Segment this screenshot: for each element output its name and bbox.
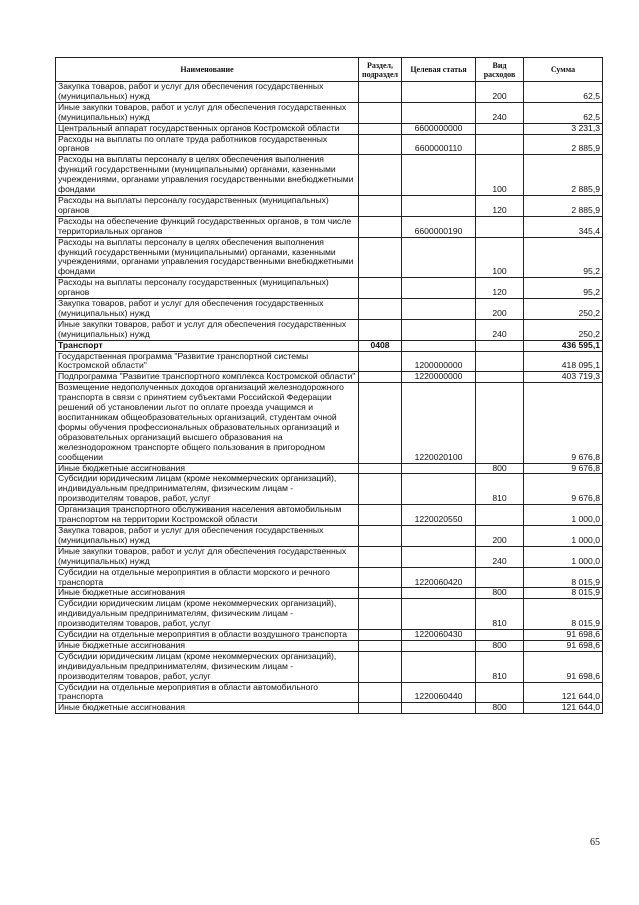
cell-kind: 800 — [476, 588, 524, 599]
cell-section — [359, 383, 402, 463]
cell-section — [359, 134, 402, 155]
table-row — [56, 630, 603, 641]
cell-name: Расходы на выплаты персоналу государственных (муниципальных) органов — [56, 195, 359, 216]
cell-target — [402, 599, 476, 630]
cell-name: Субсидии юридическим лицам (кроме некоммерческих организаций), индивидуальным предпринимателям, физическим лицам - производителям товаров, работ, услуг — [56, 474, 359, 505]
table-row — [56, 237, 603, 278]
cell-name: Расходы на выплаты по оплате труда работников государственных органов — [56, 134, 359, 155]
cell-kind: 100 — [476, 237, 524, 278]
cell-name: Закупка товаров, работ и услуг для обеспечения государственных (муниципальных) нужд — [56, 299, 359, 320]
table-row — [56, 278, 603, 299]
cell-target — [402, 640, 476, 651]
cell-kind: 810 — [476, 599, 524, 630]
cell-kind: 810 — [476, 651, 524, 682]
cell-sum: 2 885,9 — [524, 195, 603, 216]
cell-kind: 200 — [476, 82, 524, 103]
cell-section — [359, 682, 402, 703]
cell-kind — [476, 123, 524, 134]
table-row — [56, 546, 603, 567]
table-row — [56, 463, 603, 474]
table-row — [56, 383, 603, 463]
cell-target — [402, 703, 476, 714]
cell-section — [359, 505, 402, 526]
cell-kind — [476, 340, 524, 351]
cell-section — [359, 299, 402, 320]
cell-section — [359, 372, 402, 383]
cell-target: 1220060440 — [402, 682, 476, 703]
cell-section — [359, 525, 402, 546]
cell-target — [402, 651, 476, 682]
header-kind: Вид расходов — [476, 58, 524, 82]
cell-name: Расходы на выплаты персоналу в целях обеспечения выполнения функций государственными (муниципальными) органами, казенными учреждениями, органами управления государственными внебюджетными фондами — [56, 155, 359, 196]
cell-target — [402, 340, 476, 351]
cell-sum: 8 015,9 — [524, 599, 603, 630]
cell-sum: 345,4 — [524, 216, 603, 237]
cell-section — [359, 546, 402, 567]
cell-target — [402, 82, 476, 103]
cell-section — [359, 195, 402, 216]
cell-target: 6600000190 — [402, 216, 476, 237]
cell-target: 1220060420 — [402, 567, 476, 588]
cell-kind — [476, 682, 524, 703]
cell-name: Субсидии на отдельные мероприятия в области автомобильного транспорта — [56, 682, 359, 703]
cell-section — [359, 351, 402, 372]
table-row — [56, 372, 603, 383]
cell-target — [402, 237, 476, 278]
header-section: Раздел, подраздел — [359, 58, 402, 82]
cell-name: Субсидии на отдельные мероприятия в области воздушного транспорта — [56, 630, 359, 641]
cell-name: Иные закупки товаров, работ и услуг для обеспечения государственных (муниципальных) нужд — [56, 319, 359, 340]
cell-target — [402, 463, 476, 474]
cell-section — [359, 567, 402, 588]
cell-name: Субсидии на отдельные мероприятия в области морского и речного транспорта — [56, 567, 359, 588]
cell-kind — [476, 351, 524, 372]
header-target: Целевая статья — [402, 58, 476, 82]
cell-name: Расходы на обеспечение функций государственных органов, в том числе территориальных органов — [56, 216, 359, 237]
cell-kind — [476, 567, 524, 588]
cell-sum: 9 676,8 — [524, 474, 603, 505]
cell-section — [359, 599, 402, 630]
table-row — [56, 340, 603, 351]
cell-kind: 120 — [476, 195, 524, 216]
table-row — [56, 319, 603, 340]
cell-target: 6600000110 — [402, 134, 476, 155]
cell-target — [402, 195, 476, 216]
header-sum: Сумма — [524, 58, 603, 82]
cell-sum: 1 000,0 — [524, 525, 603, 546]
cell-section — [359, 703, 402, 714]
table-row — [56, 567, 603, 588]
cell-target — [402, 299, 476, 320]
cell-name: Иные закупки товаров, работ и услуг для обеспечения государственных (муниципальных) нужд — [56, 546, 359, 567]
cell-name: Центральный аппарат государственных органов Костромской области — [56, 123, 359, 134]
table-row — [56, 123, 603, 134]
table-row — [56, 525, 603, 546]
cell-name: Субсидии юридическим лицам (кроме некоммерческих организаций), индивидуальным предпринимателям, физическим лицам - производителям товаров, работ, услуг — [56, 599, 359, 630]
cell-section — [359, 216, 402, 237]
cell-kind — [476, 383, 524, 463]
table-row — [56, 155, 603, 196]
cell-sum: 436 595,1 — [524, 340, 603, 351]
cell-section — [359, 278, 402, 299]
cell-section — [359, 237, 402, 278]
table-row — [56, 351, 603, 372]
cell-sum: 91 698,6 — [524, 630, 603, 641]
cell-kind: 120 — [476, 278, 524, 299]
cell-kind: 100 — [476, 155, 524, 196]
cell-name: Иные бюджетные ассигнования — [56, 640, 359, 651]
cell-sum: 62,5 — [524, 82, 603, 103]
cell-kind: 800 — [476, 463, 524, 474]
cell-sum: 121 644,0 — [524, 703, 603, 714]
cell-sum: 250,2 — [524, 319, 603, 340]
cell-sum: 1 000,0 — [524, 546, 603, 567]
cell-section — [359, 474, 402, 505]
cell-sum: 9 676,8 — [524, 463, 603, 474]
cell-sum: 3 231,3 — [524, 123, 603, 134]
cell-section — [359, 155, 402, 196]
cell-kind: 200 — [476, 299, 524, 320]
cell-sum: 91 698,6 — [524, 640, 603, 651]
cell-sum: 418 095,1 — [524, 351, 603, 372]
table-row — [56, 599, 603, 630]
cell-kind — [476, 134, 524, 155]
table-row — [56, 703, 603, 714]
cell-kind — [476, 216, 524, 237]
cell-name: Возмещение недополученных доходов организаций железнодорожного транспорта в связи с принятием субъектами Российской Федерации решений об установлении льгот по оплате проезда учащимся и воспитанникам общеобразовательных организаций, студентам очной формы обучения профессиональных образовательных организаций и образовательных организаций высшего образования на железнодорожном транспорте общего пользования в пригородном сообщении — [56, 383, 359, 463]
cell-name: Иные бюджетные ассигнования — [56, 463, 359, 474]
table-row — [56, 682, 603, 703]
cell-name: Расходы на выплаты персоналу государственных (муниципальных) органов — [56, 278, 359, 299]
table-row — [56, 474, 603, 505]
cell-kind: 240 — [476, 319, 524, 340]
cell-target — [402, 525, 476, 546]
cell-sum: 403 719,3 — [524, 372, 603, 383]
cell-section — [359, 630, 402, 641]
table-row — [56, 82, 603, 103]
cell-target: 1220020550 — [402, 505, 476, 526]
cell-section — [359, 82, 402, 103]
cell-kind — [476, 630, 524, 641]
cell-name: Иные бюджетные ассигнования — [56, 703, 359, 714]
table-row — [56, 216, 603, 237]
header-name: Наименование — [56, 58, 359, 82]
cell-section — [359, 319, 402, 340]
table-body — [56, 82, 603, 714]
table-header-row — [56, 58, 603, 82]
cell-target — [402, 319, 476, 340]
cell-sum: 95,2 — [524, 278, 603, 299]
cell-name: Иные закупки товаров, работ и услуг для обеспечения государственных (муниципальных) нужд — [56, 102, 359, 123]
cell-sum: 2 885,9 — [524, 134, 603, 155]
cell-name: Закупка товаров, работ и услуг для обеспечения государственных (муниципальных) нужд — [56, 82, 359, 103]
cell-name: Организация транспортного обслуживания населения автомобильным транспортом на территории Костромской области — [56, 505, 359, 526]
cell-name: Расходы на выплаты персоналу в целях обеспечения выполнения функций государственными (муниципальными) органами, казенными учреждениями, органами управления государственными внебюджетными фондами — [56, 237, 359, 278]
cell-sum: 9 676,8 — [524, 383, 603, 463]
cell-name: Транспорт — [56, 340, 359, 351]
cell-section — [359, 588, 402, 599]
cell-name: Подпрограмма "Развитие транспортного комплекса Костромской области" — [56, 372, 359, 383]
cell-kind — [476, 505, 524, 526]
table-row — [56, 640, 603, 651]
table-row — [56, 102, 603, 123]
cell-sum: 121 644,0 — [524, 682, 603, 703]
page-number: 65 — [590, 837, 600, 848]
cell-section — [359, 123, 402, 134]
cell-target — [402, 155, 476, 196]
table-row — [56, 134, 603, 155]
cell-kind: 240 — [476, 546, 524, 567]
cell-target — [402, 474, 476, 505]
cell-target — [402, 588, 476, 599]
table-row — [56, 588, 603, 599]
table-row — [56, 505, 603, 526]
cell-kind: 810 — [476, 474, 524, 505]
cell-name: Иные бюджетные ассигнования — [56, 588, 359, 599]
cell-kind: 800 — [476, 703, 524, 714]
cell-section: 0408 — [359, 340, 402, 351]
cell-target — [402, 278, 476, 299]
cell-target: 1220060430 — [402, 630, 476, 641]
cell-sum: 2 885,9 — [524, 155, 603, 196]
cell-section — [359, 640, 402, 651]
cell-name: Государственная программа "Развитие транспортной системы Костромской области" — [56, 351, 359, 372]
cell-target — [402, 546, 476, 567]
table-row — [56, 195, 603, 216]
cell-section — [359, 102, 402, 123]
cell-sum: 8 015,9 — [524, 588, 603, 599]
cell-target: 1220020100 — [402, 383, 476, 463]
cell-sum: 95,2 — [524, 237, 603, 278]
cell-name: Закупка товаров, работ и услуг для обеспечения государственных (муниципальных) нужд — [56, 525, 359, 546]
cell-section — [359, 463, 402, 474]
cell-sum: 62,5 — [524, 102, 603, 123]
table-row — [56, 299, 603, 320]
cell-kind: 200 — [476, 525, 524, 546]
cell-target: 1220000000 — [402, 372, 476, 383]
cell-target: 1200000000 — [402, 351, 476, 372]
cell-name: Субсидии юридическим лицам (кроме некоммерческих организаций), индивидуальным предпринимателям, физическим лицам - производителям товаров, работ, услуг — [56, 651, 359, 682]
cell-sum: 8 015,9 — [524, 567, 603, 588]
cell-kind: 240 — [476, 102, 524, 123]
cell-sum: 91 698,6 — [524, 651, 603, 682]
cell-kind — [476, 372, 524, 383]
budget-table — [55, 57, 603, 714]
cell-section — [359, 651, 402, 682]
cell-target: 6600000000 — [402, 123, 476, 134]
cell-sum: 250,2 — [524, 299, 603, 320]
table-row — [56, 651, 603, 682]
cell-target — [402, 102, 476, 123]
cell-sum: 1 000,0 — [524, 505, 603, 526]
cell-kind: 800 — [476, 640, 524, 651]
